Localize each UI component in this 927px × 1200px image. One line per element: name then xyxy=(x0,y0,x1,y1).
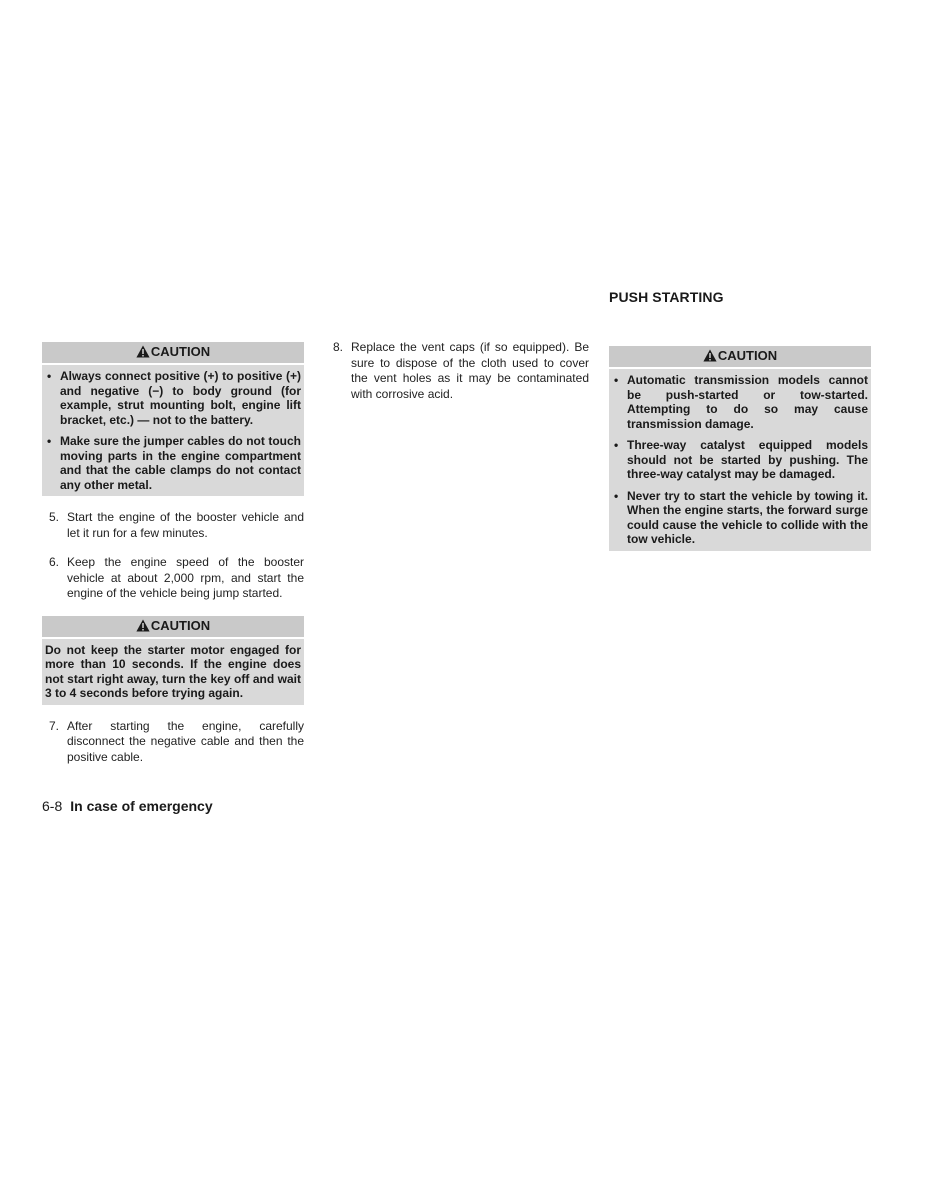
step-text: Replace the vent caps (if so equipped). Be sure to dispose of the cloth used to cover the vent holes as it may be contaminated with corrosive acid. xyxy=(351,340,589,401)
caution-label: CAUTION xyxy=(150,617,211,633)
caution-item xyxy=(45,434,301,492)
bullet-icon: • xyxy=(47,434,52,448)
step-7 xyxy=(42,719,304,766)
bullet-icon: • xyxy=(614,438,619,452)
caution-label: CAUTION xyxy=(717,348,778,363)
caution-text: Do not keep the starter motor engaged for more than 10 seconds. If the engine does not start right away, turn the key off and wait 3 to 4 seconds before trying again. xyxy=(45,642,301,700)
caution-title xyxy=(609,346,871,367)
bullet-icon: • xyxy=(47,369,52,383)
caution-item-text: Three-way catalyst equipped models should not be started by pushing. The three-way catalyst may be damaged. xyxy=(627,438,868,481)
step-number: 8. xyxy=(333,340,344,354)
caution-item xyxy=(612,489,868,547)
step-text: Keep the engine speed of the booster vehicle at about 2,000 rpm, and start the engine of the vehicle being jump started. xyxy=(67,555,304,600)
warning-triangle-icon xyxy=(703,349,717,362)
warning-triangle-icon xyxy=(136,619,150,632)
bullet-icon: • xyxy=(614,373,619,387)
section-heading: PUSH STARTING xyxy=(609,289,724,305)
bullet-icon: • xyxy=(614,488,619,503)
step-number: 6. xyxy=(49,555,60,569)
step-6 xyxy=(42,555,304,602)
caution-label: CAUTION xyxy=(150,344,211,359)
caution-item xyxy=(612,373,868,431)
step-5 xyxy=(42,510,304,541)
step-8 xyxy=(333,340,589,402)
page-number: 6-8 xyxy=(42,798,63,814)
caution-title xyxy=(42,616,304,637)
caution-item-text: Always connect positive (+) to positive (+) and negative (−) to body ground (for example, strut mounting bolt, engine lift bracket, etc.) — not to the battery. xyxy=(60,369,301,427)
step-number: 7. xyxy=(49,718,60,733)
caution-body xyxy=(609,369,871,551)
middle-column xyxy=(333,340,589,416)
footer-section-title: In case of emergency xyxy=(70,798,213,814)
step-text: After starting the engine, carefully disconnect the negative cable and then the positive cable. xyxy=(67,718,304,764)
caution-item xyxy=(45,369,301,427)
caution-body xyxy=(42,639,304,705)
caution-block-push-start xyxy=(609,346,871,551)
caution-block-starter xyxy=(42,616,304,705)
caution-item-text: Make sure the jumper cables do not touch moving parts in the engine compartment and that the cable clamps do not contact any other metal. xyxy=(60,434,301,492)
caution-body xyxy=(42,365,304,496)
right-column xyxy=(609,288,871,565)
caution-item-text: Never try to start the vehicle by towing it. When the engine starts, the forward surge could cause the vehicle to collide with the tow vehicle. xyxy=(627,488,868,546)
step-text: Start the engine of the booster vehicle and let it run for a few minutes. xyxy=(67,510,304,540)
caution-item xyxy=(612,438,868,482)
left-column xyxy=(42,342,304,779)
caution-item-text: Automatic transmission models cannot be push-started or tow-started. Attempting to do so may cause transmission damage. xyxy=(627,373,868,431)
caution-title xyxy=(42,342,304,363)
step-number: 5. xyxy=(49,510,60,524)
caution-block-jumper xyxy=(42,342,304,496)
page-footer xyxy=(42,797,213,815)
warning-triangle-icon xyxy=(136,345,150,358)
